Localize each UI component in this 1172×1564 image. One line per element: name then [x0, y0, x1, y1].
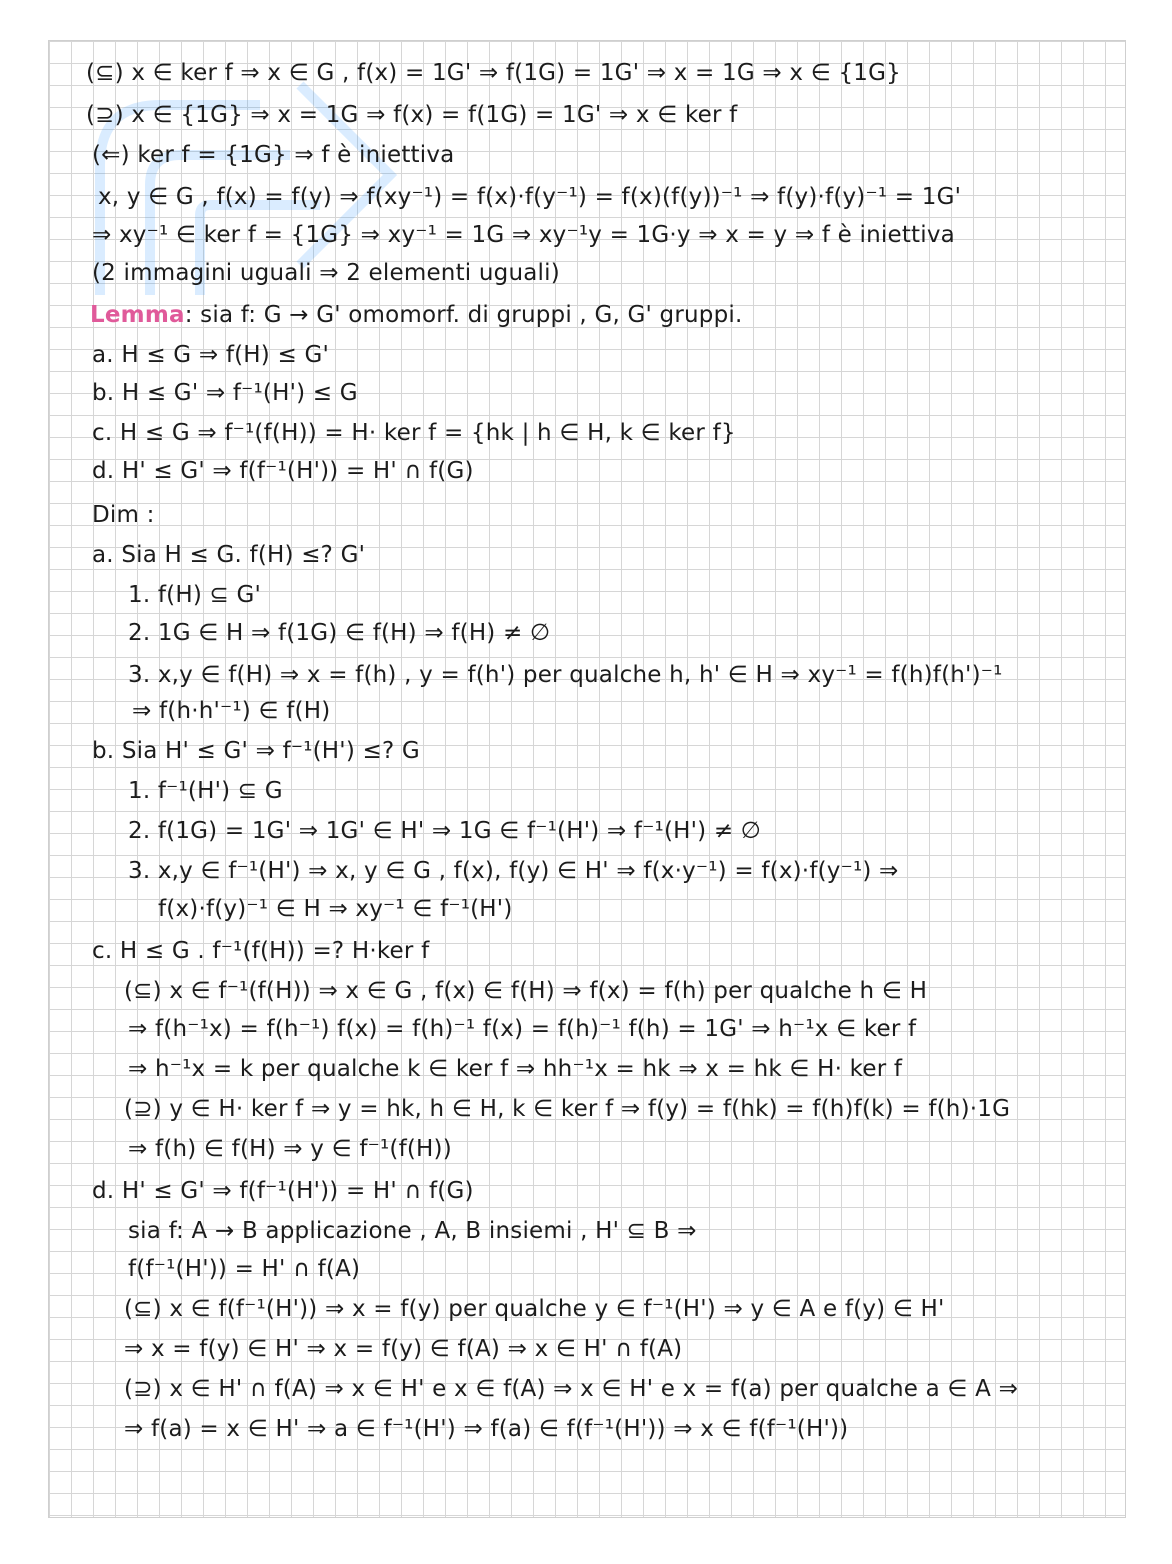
note-line: 3. x,y ∈ f⁻¹(H') ⇒ x, y ∈ G , f(x), f(y) ∈ H' ⇒ f(x·y⁻¹) = f(x)·f(y⁻¹) ⇒ — [128, 858, 899, 884]
note-line: c. H ≤ G . f⁻¹(f(H)) =? H·ker f — [92, 938, 430, 964]
note-line: (⊆) x ∈ ker f ⇒ x ∈ G , f(x) = 1G' ⇒ f(1G) = 1G' ⇒ x = 1G ⇒ x ∈ {1G} — [86, 60, 901, 86]
note-line: (2 immagini uguali ⇒ 2 elementi uguali) — [92, 260, 560, 286]
note-line: ⇒ h⁻¹x = k per qualche k ∈ ker f ⇒ hh⁻¹x = hk ⇒ x = hk ∈ H· ker f — [128, 1056, 903, 1082]
note-line: Dim : — [92, 502, 155, 528]
note-line: c. H ≤ G ⇒ f⁻¹(f(H)) = H· ker f = {hk | h ∈ H, k ∈ ker f} — [92, 420, 736, 446]
note-line: f(x)·f(y)⁻¹ ∈ H ⇒ xy⁻¹ ∈ f⁻¹(H') — [158, 896, 513, 922]
note-line: x, y ∈ G , f(x) = f(y) ⇒ f(xy⁻¹) = f(x)·f(y⁻¹) = f(x)(f(y))⁻¹ ⇒ f(y)·f(y)⁻¹ = 1G' — [98, 184, 962, 210]
note-line: ⇒ xy⁻¹ ∈ ker f = {1G} ⇒ xy⁻¹ = 1G ⇒ xy⁻¹y = 1G·y ⇒ x = y ⇒ f è iniettiva — [92, 222, 955, 248]
note-line: (⊇) x ∈ H' ∩ f(A) ⇒ x ∈ H' e x ∈ f(A) ⇒ x ∈ H' e x = f(a) per qualche a ∈ A ⇒ — [124, 1376, 1019, 1402]
note-line: d. H' ≤ G' ⇒ f(f⁻¹(H')) = H' ∩ f(G) — [92, 1178, 474, 1204]
note-line: b. Sia H' ≤ G' ⇒ f⁻¹(H') ≤? G — [92, 738, 420, 764]
note-line: ⇒ f(a) = x ∈ H' ⇒ a ∈ f⁻¹(H') ⇒ f(a) ∈ f(f⁻¹(H')) ⇒ x ∈ f(f⁻¹(H')) — [124, 1416, 849, 1442]
note-line: (⊆) x ∈ f⁻¹(f(H)) ⇒ x ∈ G , f(x) ∈ f(H) ⇒ f(x) = f(h) per qualche h ∈ H — [124, 978, 928, 1004]
note-line: (⇐) ker f = {1G} ⇒ f è iniettiva — [92, 142, 455, 168]
note-line: 3. x,y ∈ f(H) ⇒ x = f(h) , y = f(h') per qualche h, h' ∈ H ⇒ xy⁻¹ = f(h)f(h')⁻¹ — [128, 662, 1003, 688]
note-line: 2. f(1G) = 1G' ⇒ 1G' ∈ H' ⇒ 1G ∈ f⁻¹(H') ⇒ f⁻¹(H') ≠ ∅ — [128, 818, 762, 844]
note-line: ⇒ f(h⁻¹x) = f(h⁻¹) f(x) = f(h)⁻¹ f(x) = f(h)⁻¹ f(h) = 1G' ⇒ h⁻¹x ∈ ker f — [128, 1016, 917, 1042]
note-line: 1. f(H) ⊆ G' — [128, 582, 262, 608]
lemma-heading: Lemma — [90, 302, 185, 328]
note-line: 2. 1G ∈ H ⇒ f(1G) ∈ f(H) ⇒ f(H) ≠ ∅ — [128, 620, 551, 646]
note-line: ⇒ x = f(y) ∈ H' ⇒ x = f(y) ∈ f(A) ⇒ x ∈ H' ∩ f(A) — [124, 1336, 683, 1362]
note-line: (⊆) x ∈ f(f⁻¹(H')) ⇒ x = f(y) per qualche y ∈ f⁻¹(H') ⇒ y ∈ A e f(y) ∈ H' — [124, 1296, 945, 1322]
note-line: sia f: A → B applicazione , A, B insiemi , H' ⊆ B ⇒ — [128, 1218, 697, 1244]
note-line: a. H ≤ G ⇒ f(H) ≤ G' — [92, 342, 329, 368]
note-line: b. H ≤ G' ⇒ f⁻¹(H') ≤ G — [92, 380, 358, 406]
lemma-line — [90, 300, 743, 330]
note-line: d. H' ≤ G' ⇒ f(f⁻¹(H')) = H' ∩ f(G) — [92, 458, 474, 484]
note-line: ⇒ f(h) ∈ f(H) ⇒ y ∈ f⁻¹(f(H)) — [128, 1136, 452, 1162]
note-line: ⇒ f(h·h'⁻¹) ∈ f(H) — [132, 698, 331, 724]
lemma-statement: : sia f: G → G' omomorf. di gruppi , G, G' gruppi. — [184, 302, 743, 328]
note-line: (⊇) x ∈ {1G} ⇒ x = 1G ⇒ f(x) = f(1G) = 1G' ⇒ x ∈ ker f — [86, 102, 738, 128]
note-line: f(f⁻¹(H')) = H' ∩ f(A) — [128, 1256, 361, 1282]
note-line: a. Sia H ≤ G. f(H) ≤? G' — [92, 542, 366, 568]
note-line: 1. f⁻¹(H') ⊆ G — [128, 778, 283, 804]
note-line: (⊇) y ∈ H· ker f ⇒ y = hk, h ∈ H, k ∈ ker f ⇒ f(y) = f(hk) = f(h)f(k) = f(h)·1G — [124, 1096, 1011, 1122]
